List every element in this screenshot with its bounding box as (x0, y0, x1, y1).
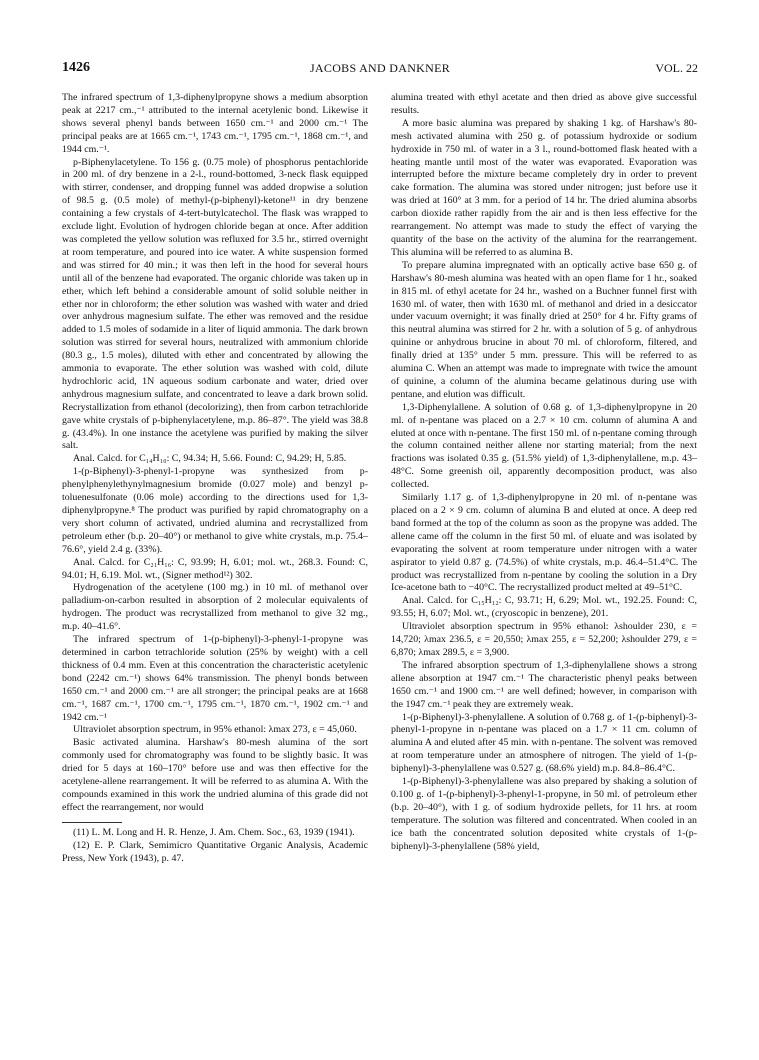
paragraph: Ultraviolet absorption spectrum, in 95% ethanol: λmax 273, ε = 45,060. (73, 724, 357, 736)
footnotes (62, 827, 368, 866)
page-number: 1426 (62, 60, 90, 75)
footnote: (12) E. P. Clark, Semimicro Quantitative Organic Analysis, Academic Press, New York (1943), p. 47. (62, 839, 368, 864)
paragraph: Ultraviolet absorption spectrum in 95% ethanol: λshoulder 230, ε = 14,720; λmax 236.5, ε = 20,550; λmax 255, ε = 52,200; λshoulder 279, ε = 6,870; λmax 289.5, ε = 3,900. (391, 621, 697, 658)
page-header (62, 60, 698, 78)
running-head: JACOBS AND DANKNER (309, 61, 451, 75)
paragraph: The infrared absorption spectrum of 1,3-diphenylallene shows a strong allene absorption at 1947 cm.⁻¹ The characteristic phenyl peaks between 1650 cm.⁻¹ and 1900 cm.⁻¹ are well defined; however, in comparison with the 1947 cm.⁻¹ peak they are extremely weak. (391, 659, 697, 710)
left-column (62, 92, 368, 865)
paragraph: To prepare alumina impregnated with an optically active base 650 g. of Harshaw's 80-mesh alumina was heated with an open flame for 1 hr., soaked in 815 ml. of ethyl acetate for 24 hr., washed on a Buchner funnel first with 1630 ml. of water, then with 1630 ml. of methanol and dried in a desiccator under vacuum overnight; it was finally dried at 250° for 4 hr. Fifty grams of this neutral alumina was stirred for 2 hr. with a solution of 5 g. of anhydrous quinine or anhydrous brucine in about 70 ml. of chloroform, filtered, and finally dried at 135° under 5 mm. pressure. This will be referred to as alumina C. When an attempt was made to impregnate with twice the amount of quinine, a column of the alumina became gelatinous during use with pentane, and elution was difficult. (391, 259, 697, 400)
paragraph: p-Biphenylacetylene. To 156 g. (0.75 mole) of phosphorus pentachloride in 200 ml. of dry benzene in a 2-l., round-bottomed, 3-neck flask equipped with stirrer, condenser, and dropping funnel was added dropwise a solution of 98.5 g. (0.5 mole) of methyl-(p-biphenyl)-ketone¹¹ in dry benzene containing a few crystals of 4-tert-butylcatechol. The flask was wrapped to exclude light. Evolution of hydrogen chloride began at once. After addition was completed the yellow solution was refluxed for 3.5 hr., stirred overnight at room temperature, and poured into ice water. A white suspension formed and was stirred for 40 min.; it was then left in the hood for several hours until all of the benzene had evaporated. The organic chloride was taken up in ether, which left behind a considerable amount of solid soluble neither in ether nor in chloroform; the ether solution was washed with water and dried over anhydrous magnesium sulfate. The ether was removed and the residue added to 1.5 moles of sodamide in a liter of liquid ammonia. The dark brown solution was stirred for several hours, neutralized with ammonium chloride (80.3 g., 1.5 moles), diluted with ether and concentrated by allowing the ammonia to evaporate. The ether solution was washed with cold, dilute hydrochloric acid, 1N aqueous sodium carbonate and water, dried over anhydrous magnesium sulfate, and concentrated to leave a dark brown solid. Recrystallization from ethanol (decolorizing), then from carbon tetrachloride gave white crystals of p-biphenylacetylene, m.p. 86–87°. The yield was 38.8 g. (43.4%). In one instance the acetylene was purified by making the silver salt. (62, 156, 368, 452)
paragraph: Anal. Calcd. for C₁₄H₁₀: C, 94.34; H, 5.66. Found: C, 94.29; H, 5.85. (73, 453, 347, 465)
paragraph: 1-(p-Biphenyl)-3-phenylallene was also prepared by shaking a solution of 0.100 g. of 1-(p-biphenyl)-3-phenyl-1-propyne, in 50 ml. of petroleum ether (b.p. 20–40°), with 1 g. of sodium hydroxide pellets, for 11 hrs. at room temperature. The solution was filtered and concentrated. When cooled in an ice bath the concentrated solution deposited white crystals of 1-(p-biphenyl)-3-phenylallene (58% yield, (391, 776, 697, 852)
right-column (391, 92, 697, 853)
paragraph: Hydrogenation of the acetylene (100 mg.) in 10 ml. of methanol over palladium-on-carbon resulted in absorption of 2 molecular equivalents of hydrogen. The product was recrystallized from methanol to give 32 mg., m.p. 40–41.6°. (62, 582, 368, 633)
paragraph: A more basic alumina was prepared by shaking 1 kg. of Harshaw's 80-mesh activated alumina with 250 g. of potassium hydroxide or sodium hydroxide in 750 ml. of water in a 3 l., round-bottomed flask heated with a heating mantle until most of the water was evaporated. Evaporation was interrupted before the mixture became completely dry in order to prevent cake formation. The alumina was stored under nitrogen; just before use it was dried at 160° at 3 mm. for a period of 14 hr. The dried alumina absorbs carbon dioxide rather rapidly from the air and is then less effective for the rearrangement. No attempt was made to study the effect of varying the quantity of the base on the activity of the alumina for the rearrangement. This alumina will be referred to as alumina B. (391, 117, 697, 258)
footnote: (11) L. M. Long and H. R. Henze, J. Am. Chem. Soc., 63, 1939 (1941). (73, 826, 355, 838)
paragraph: Basic activated alumina. Harshaw's 80-mesh alumina of the sort commonly used for chromatography was found to be slightly basic. It was dried for 5 days at 160–170° before use and was then effective for the acetylene-allene rearrangement. It will be referred to as alumina A. With the compounds examined in this work the undried alumina of this grade did not effect the rearrangement, nor would (62, 737, 368, 813)
paragraph: Similarly 1.17 g. of 1,3-diphenylpropyne in 20 ml. of n-pentane was placed on a 2 × 9 cm. column of alumina B and eluted at once. A deep red band formed at the top of the column as soon as the propyne was added. The allene came off the column in the first 50 ml. of eluate and was isolated by evaporating the solvent at room temperature under nitrogen with a water aspirator to yield 0.87 g. (74.5%) of white crystals, m.p. 46.4–51.4°C. The product was recrystallized from n-pentane by cooling the solution in a Dry Ice-acetone bath to −40°C. The recrystallized product melted at 49–51°C. (391, 492, 697, 594)
paragraph: 1-(p-Biphenyl)-3-phenylallene. A solution of 0.768 g. of 1-(p-biphenyl)-3-phenyl-1-propyne in n-pentane was placed on a 1.7 × 11 cm. column of alumina A and eluted after 45 min. with n-pentane. The solvent was removed at room temperature under an atmosphere of nitrogen. The yield of 1-(p-biphenyl)-3-phenylallene was 0.527 g. (68.6% yield) m.p. 84.8–86.4°C. (391, 711, 697, 775)
footnote-rule (62, 822, 122, 823)
paragraph: 1-(p-Biphenyl)-3-phenyl-1-propyne was synthesized from p-phenylphenylethynylmagnesium bromide (0.027 mole) and benzyl p-toluenesulfonate (0.06 mole) according to the directions used for 1,3-diphenylpropyne.⁸ The product was purified by rapid chromatography on a very short column of activated, undried alumina and recrystallized from petroleum ether (b.p. 20–40°) or methanol to give white crystals, m.p. 75.4–76.6°, yield 2.4 g. (33%). (62, 466, 368, 555)
paragraph: 1,3-Diphenylallene. A solution of 0.68 g. of 1,3-diphenylpropyne in 20 ml. of n-pentane was placed on a 2.7 × 10 cm. column of alumina A and eluted at once with n-pentane. The first 150 ml. of n-pentane coming through the column contained neither allene nor starting material; from the next fractions was isolated 0.35 g. (51.5% yield) of 1,3-diphenylallene, m.p. 43–48°C. Some greenish oil, apparently decomposition product, was also collected. (391, 401, 697, 491)
paragraph: The infrared spectrum of 1-(p-biphenyl)-3-phenyl-1-propyne was determined in carbon tetrachloride solution (25% by weight) with a cell thickness of 0.4 mm. Even at this concentration the characteristic acetylenic bond (2242 cm.⁻¹) shows 64% transmission. The phenyl bonds between 1650 cm.⁻¹ and 2000 cm.⁻¹ are all stronger; the principal peaks are at 1668 cm.⁻¹, 1687 cm.⁻¹, 1700 cm.⁻¹, 1795 cm.⁻¹, 1870 cm.⁻¹, 1902 cm.⁻¹ and 1942 cm.⁻¹ (62, 634, 368, 723)
paragraph: Anal. Calcd. for C₁₅H₁₂: C, 93.71; H, 6.29; Mol. wt., 192.25. Found: C, 93.55; H, 6.07; Mol. wt., (cryoscopic in benzene), 201. (391, 595, 697, 620)
paragraph: Anal. Calcd. for C₂₁H₁₆: C, 93.99; H, 6.01; mol. wt., 268.3. Found: C, 94.01; H, 6.19. Mol. wt., (Signer method¹²) 302. (62, 556, 368, 581)
paragraph: The infrared spectrum of 1,3-diphenylpropyne shows a medium absorption peak at 2217 cm.,⁻¹ attributed to the internal acetylenic bond. Likewise it shows several phenyl bands between 1650 cm.⁻¹ and 2000 cm.⁻¹ The principal peaks are at 1665 cm.⁻¹, 1743 cm.⁻¹, 1795 cm.⁻¹, 1868 cm.⁻¹, and 1944 cm.⁻¹. (62, 92, 368, 155)
volume-label: VOL. 22 (655, 61, 698, 75)
paragraph: alumina treated with ethyl acetate and then dried as above give successful results. (391, 92, 697, 116)
